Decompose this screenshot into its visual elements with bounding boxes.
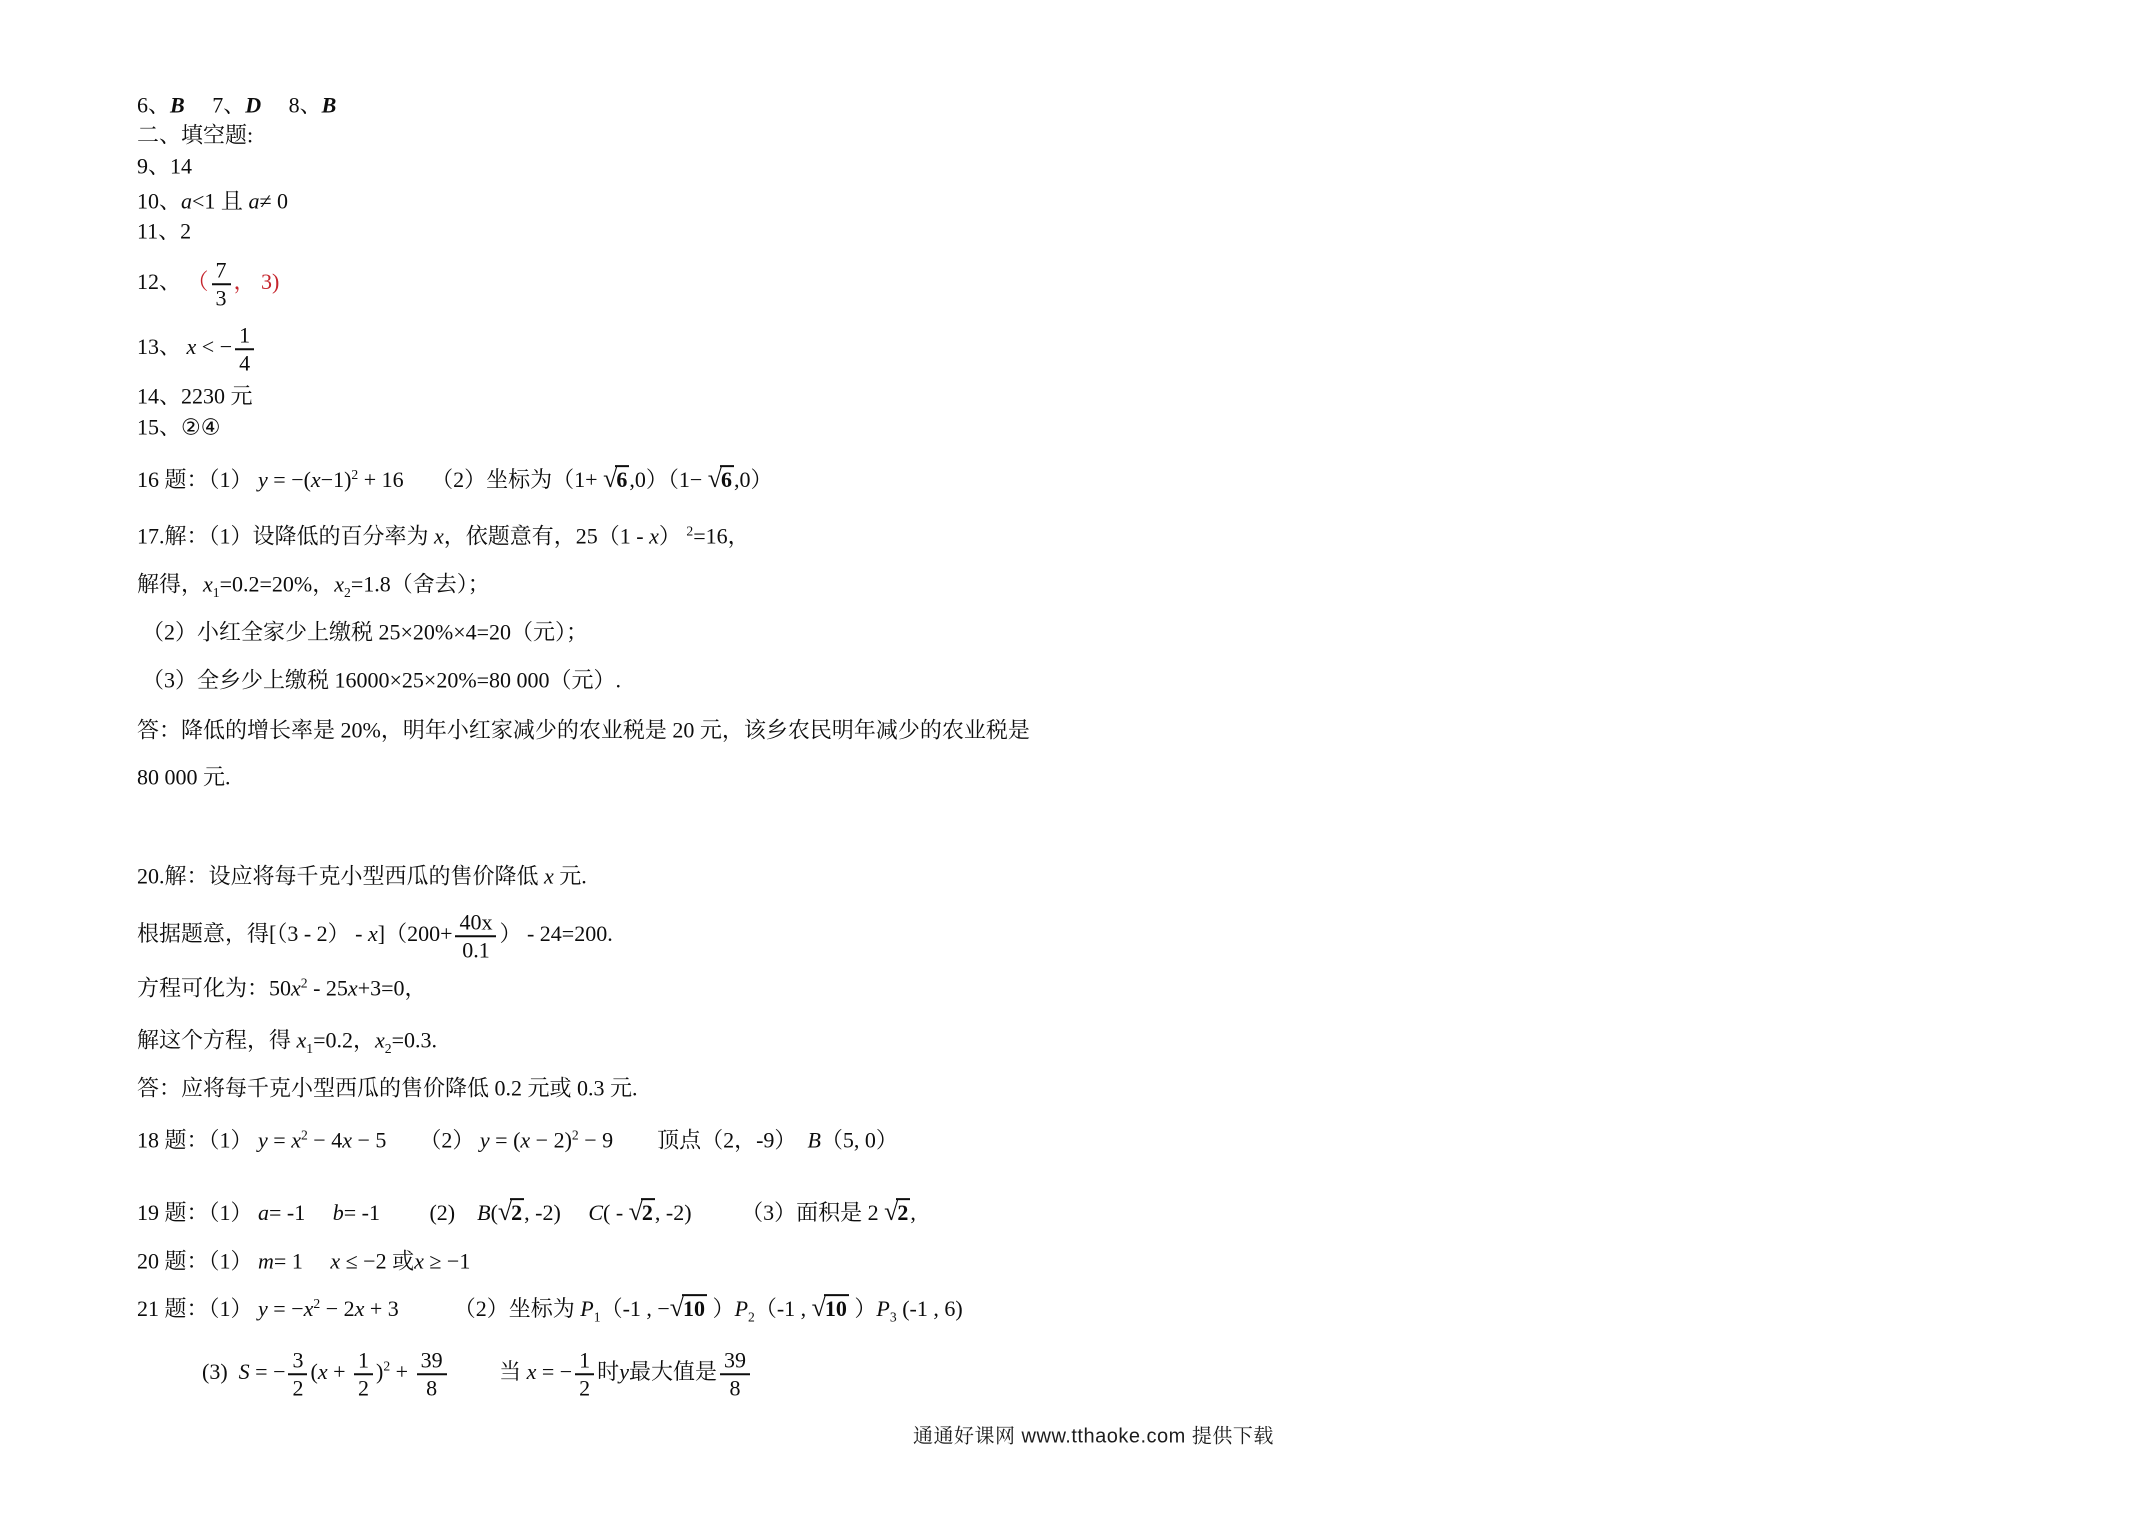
sqrt-expression [603,462,629,496]
text-run: 时 [597,1359,620,1385]
math-variable: x [347,975,358,1001]
text-run: + 16 （2）坐标为（1+ [358,467,604,493]
answer-15 [137,414,220,443]
text-run: （5, 0） [820,1127,898,1153]
text-run: ≤ −2 或 [340,1248,415,1274]
red-text: ， 3) [233,269,280,295]
text-run: ，依题意有，25（1 - [443,523,650,549]
answer-19 [137,1195,916,1229]
math-variable: x [303,1296,314,1322]
text-run: ） - 24=200. [499,921,613,947]
answer-16 [137,462,773,496]
math-variable: m [258,1248,274,1274]
solution-17-line-2 [137,571,490,600]
math-variable: a [258,1200,270,1226]
sqrt-expression [812,1291,849,1325]
radical-sign-icon: √ [884,1197,897,1227]
text-run: 解这个方程，得 [137,1027,297,1053]
text-run: + 3 （2）坐标为 [364,1296,581,1322]
text-run: + [390,1359,414,1385]
fraction-denominator: 2 [358,1375,369,1400]
math-variable: x [526,1359,537,1385]
math-variable: B [807,1127,821,1153]
fraction-numerator: 1 [354,1348,373,1375]
text-run: 元. [553,863,587,889]
answer-20 [137,1248,470,1277]
math-variable: x [375,1027,385,1053]
text-run: ,0） [733,467,773,493]
text-run: , [910,1200,916,1226]
math-variable: y [258,467,268,493]
fraction [417,1348,447,1400]
text-run: ,0）（1− [629,467,708,493]
text-run: = -1 [269,1200,333,1226]
math-variable: S [238,1359,250,1385]
answer-14 [137,383,253,412]
math-variable: x [520,1127,531,1153]
text-run: −1) [320,467,352,493]
sqrt-expression [708,462,734,496]
text-run: =0.3. [391,1027,438,1053]
fraction-denominator: 0.1 [462,937,490,962]
text-run: 10、 [137,188,182,214]
text-run: = [267,1127,292,1153]
sqrt-expression [884,1195,910,1229]
text-run: 最大值是 [628,1359,717,1385]
math-variable: C [588,1200,604,1226]
text-run: 20 题：（1） [137,1248,259,1274]
superscript: 2 [571,1127,579,1143]
fraction-numerator: 7 [212,258,231,285]
text-run: （2）小红全家少上缴税 25×20%×4=20（元）； [142,619,589,645]
superscript: 2 [351,466,359,482]
text-run: 80 000 元. [137,764,231,790]
text-run: 9、14 [137,153,193,179]
text-run: =0.2， [313,1027,376,1053]
text-run: 根据题意，得[（3 - 2） - [137,921,368,947]
superscript: 2 [313,1295,321,1311]
text-run: = − [536,1359,573,1385]
math-variable: x [367,921,378,947]
choice-answers-6-8 [137,92,336,121]
text-run: 11、2 [137,218,192,244]
fraction-numerator: 39 [417,1348,447,1375]
answer-letter: B [170,92,185,118]
math-variable: x [291,975,301,1001]
subscript: 1 [212,585,220,601]
fraction [575,1348,594,1400]
radicand: 2 [897,1200,909,1226]
text-run: (3) [202,1359,239,1385]
superscript: 2 [686,523,694,539]
text-run: = ( [489,1127,521,1153]
math-variable: x [296,1027,307,1053]
math-variable: y [619,1359,629,1385]
text-run: 20.解：设应将每千克小型西瓜的售价降低 [137,863,545,889]
footer-watermark: 通通好课网 www.tthaoke.com 提供下载 [913,1425,1274,1448]
fraction [235,323,254,375]
radicand: 10 [824,1296,847,1322]
text-run: ( [490,1200,498,1226]
math-variable: x [291,1127,301,1153]
sqrt-expression [670,1291,707,1325]
subscript: 1 [306,1041,314,1057]
text-run: , -2) [524,1200,589,1226]
solution-20-line-4 [137,1027,437,1056]
superscript: 2 [383,1358,391,1374]
radical-sign-icon: √ [497,1197,511,1227]
text-run: = − [267,1296,304,1322]
answer-13 [137,323,257,375]
math-variable: a [248,188,260,214]
answer-21-part-3 [202,1348,753,1400]
math-variable: x [649,523,659,549]
fraction-denominator: 8 [426,1375,438,1400]
solution-17-answer-line-2 [137,764,231,793]
text-run: 15、②④ [137,414,221,440]
text-run: 19 题：（1） [137,1200,259,1226]
text-run: − 2) [530,1127,572,1153]
superscript: 2 [300,1127,308,1143]
fraction-denominator: 4 [239,350,251,375]
fraction-denominator: 8 [729,1375,741,1400]
math-variable: x [334,571,345,597]
radical-sign-icon: √ [811,1293,824,1323]
solution-17-line-4 [142,667,621,696]
fraction [288,1348,307,1400]
text-run: +3=0， [357,975,427,1001]
math-variable: x [354,1296,365,1322]
text-run: - 25 [307,975,348,1001]
text-run: 解得， [137,571,204,597]
math-variable: x [317,1359,328,1385]
answer-12 [137,258,279,310]
subscript: 2 [748,1309,755,1325]
math-variable: y [258,1127,268,1153]
math-variable: a [181,188,193,214]
solution-20-answer [137,1075,638,1104]
text-run: − 5 （2） [351,1127,480,1153]
text-run: 当 [449,1359,527,1385]
text-run: 8、 [261,92,322,118]
answer-10 [137,188,288,217]
fraction-denominator: 2 [579,1375,591,1400]
text-run: 方程可化为：50 [137,975,292,1001]
text-run: < − [196,334,233,360]
subscript: 1 [593,1309,601,1325]
math-variable: x [186,334,197,360]
math-variable: y [258,1296,268,1322]
text-run: 18 题：（1） [137,1127,259,1153]
text-run: ( [310,1359,318,1385]
radical-sign-icon: √ [628,1197,641,1227]
text-run: − 4 [307,1127,343,1153]
text-run: （3）全乡少上缴税 16000×25×20%=80 000（元）. [142,667,622,693]
solution-17-line-1 [137,523,750,552]
answer-letter: B [321,92,337,118]
text-run: − 9 顶点（2，-9） [578,1127,808,1153]
subscript: 2 [384,1041,392,1057]
subscript: 2 [344,585,351,601]
radical-sign-icon: √ [669,1293,683,1323]
sqrt-expression [629,1195,655,1229]
math-variable: y [479,1127,490,1153]
math-variable: x [330,1248,341,1274]
radical-sign-icon: √ [707,464,720,494]
text-run: = −( [267,467,311,493]
text-run: 16 题：（1） [137,467,259,493]
math-variable: B [477,1200,491,1226]
fraction [455,910,496,962]
fraction [354,1348,373,1400]
answer-18 [137,1127,898,1156]
text-run: =0.2=20%， [219,571,335,597]
solution-17-line-3 [142,619,588,648]
fraction-denominator: 2 [292,1375,304,1400]
text-run: = − [249,1359,286,1385]
radicand: 6 [720,467,732,493]
text-run: （-1 , − [600,1296,670,1322]
answer-9 [137,153,192,182]
radicand: 10 [683,1296,706,1322]
text-run: <1 且 [192,188,249,214]
text-run: ≠ 0 [259,188,289,214]
radical-sign-icon: √ [603,464,616,494]
math-variable: P [876,1296,890,1322]
text-run: （-1 , [754,1296,812,1322]
fraction-numerator: 1 [575,1348,594,1375]
fraction-numerator: 3 [288,1348,307,1375]
math-variable: P [734,1296,749,1322]
fraction-numerator: 1 [235,323,254,350]
text-run: =16， [693,523,750,549]
math-variable: x [203,571,213,597]
text-run: ) [376,1359,384,1385]
sqrt-expression [498,1195,524,1229]
text-run: 12、 [137,269,187,295]
math-variable: x [342,1127,352,1153]
radicand: 6 [616,467,628,493]
math-variable: x [544,863,554,889]
text-run: ]（200+ [377,921,453,947]
fraction-numerator: 39 [720,1348,750,1375]
subscript: 3 [889,1309,897,1325]
text-run: + [327,1359,351,1385]
math-variable: x [414,1248,424,1274]
text-run: 二、填空题: [137,122,254,148]
red-text: （ [186,269,209,295]
radicand: 2 [641,1200,653,1226]
text-run: ） [707,1296,735,1322]
text-run: 21 题：（1） [137,1296,259,1322]
superscript: 2 [300,975,308,991]
fraction-numerator: 40x [455,910,496,937]
answer-11 [137,218,191,247]
answer-letter: D [245,92,262,118]
text-run: = 1 [273,1248,331,1274]
fraction [720,1348,750,1400]
math-variable: b [332,1200,344,1226]
text-run: 7、 [184,92,246,118]
text-run: ≥ −1 [423,1248,471,1274]
text-run: 17.解：（1）设降低的百分率为 [137,523,435,549]
text-run: 答：应将每千克小型西瓜的售价降低 0.2 元或 0.3 元. [137,1075,638,1101]
text-run: = -1 (2) [343,1200,478,1226]
fraction [212,258,231,310]
solution-20-line-1 [137,863,587,892]
solution-17-answer-line-1 [137,717,1030,746]
text-run: (-1 , 6) [896,1296,963,1322]
solution-20-line-2 [137,910,613,962]
fraction-denominator: 3 [215,285,227,310]
text-run: ） [658,523,687,549]
text-run: ( - [603,1200,629,1226]
answer-21-parts-1-2 [137,1291,963,1325]
math-variable: x [434,523,444,549]
text-run: 13、 [137,334,187,360]
text-run: =1.8（舍去）； [350,571,490,597]
solution-20-line-3 [137,975,427,1004]
text-run: 6、 [137,92,171,118]
text-run: 14、2230 元 [137,383,253,409]
math-variable: P [580,1296,594,1322]
text-run: ） [848,1296,877,1322]
radicand: 2 [511,1200,523,1226]
text-run: , -2) （3）面积是 2 [654,1200,885,1226]
text-run: − 2 [320,1296,355,1322]
text-run: 答：降低的增长率是 20%，明年小红家减少的农业税是 20 元，该乡农民明年减少的农业税是 [137,717,1030,743]
section-title-fill-in [137,122,253,151]
math-variable: x [310,467,321,493]
